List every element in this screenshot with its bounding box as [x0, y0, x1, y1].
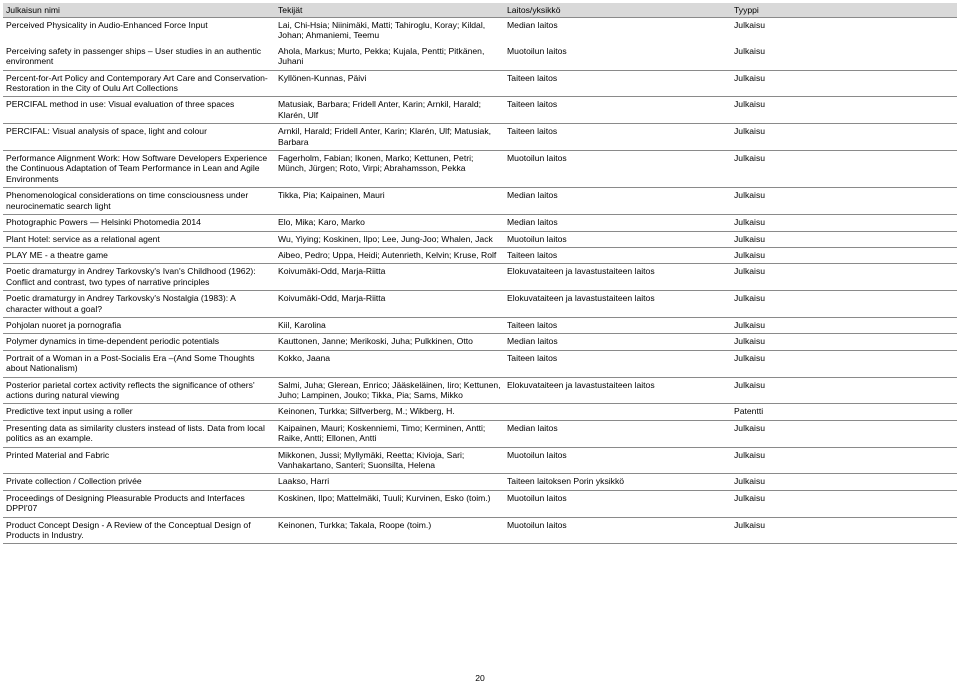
cell-department: Muotoilun laitos [504, 151, 731, 188]
header-row [3, 3, 957, 18]
cell-title: Percent-for-Art Policy and Contemporary Art Care and Conservation-Restoration in the City of Oulu Art Collections [3, 70, 275, 97]
cell-department: Elokuvataiteen ja lavastustaiteen laitos [504, 264, 731, 291]
cell-department: Taiteen laitos [504, 70, 731, 97]
cell-authors: Kyllönen-Kunnas, Päivi [275, 70, 504, 97]
cell-authors: Wu, Yiying; Koskinen, Ilpo; Lee, Jung-Joo; Whalen, Jack [275, 231, 504, 247]
cell-title: Private collection / Collection privée [3, 474, 275, 490]
cell-department: Elokuvataiteen ja lavastustaiteen laitos [504, 291, 731, 318]
table-row [3, 97, 957, 124]
cell-type: Julkaisu [731, 420, 957, 447]
cell-authors: Koivumäki-Odd, Marja-Riitta [275, 291, 504, 318]
cell-authors: Aibeo, Pedro; Uppa, Heidi; Autenrieth, Kelvin; Kruse, Rolf [275, 247, 504, 263]
table-row [3, 247, 957, 263]
table-row [3, 124, 957, 151]
cell-authors: Kauttonen, Janne; Merikoski, Juha; Pulkkinen, Otto [275, 334, 504, 350]
cell-authors: Kaipainen, Mauri; Koskenniemi, Timo; Kerminen, Antti; Raike, Antti; Ellonen, Antti [275, 420, 504, 447]
page [3, 3, 957, 544]
cell-department: Taiteen laitos [504, 124, 731, 151]
table-body [3, 18, 957, 544]
cell-type: Julkaisu [731, 231, 957, 247]
table-header [3, 3, 957, 18]
cell-department: Muotoilun laitos [504, 517, 731, 544]
table-row [3, 18, 957, 44]
table-row [3, 447, 957, 474]
cell-authors: Tikka, Pia; Kaipainen, Mauri [275, 188, 504, 215]
cell-authors: Elo, Mika; Karo, Marko [275, 215, 504, 231]
cell-authors: Matusiak, Barbara; Fridell Anter, Karin; Arnkil, Harald; Klarén, Ulf [275, 97, 504, 124]
cell-title: Pohjolan nuoret ja pornografia [3, 317, 275, 333]
table-row [3, 44, 957, 70]
cell-department: Taiteen laitos [504, 317, 731, 333]
header-type: Tyyppi [731, 3, 957, 18]
cell-authors: Keinonen, Turkka; Silfverberg, M.; Wikberg, H. [275, 404, 504, 420]
table-row [3, 70, 957, 97]
cell-authors: Mikkonen, Jussi; Myllymäki, Reetta; Kivioja, Sari; Vanhakartano, Santeri; Suonsilta, Helena [275, 447, 504, 474]
cell-authors: Arnkil, Harald; Fridell Anter, Karin; Klarén, Ulf; Matusiak, Barbara [275, 124, 504, 151]
table-row [3, 490, 957, 517]
cell-department: Taiteen laitos [504, 350, 731, 377]
cell-authors: Koskinen, Ilpo; Mattelmäki, Tuuli; Kurvinen, Esko (toim.) [275, 490, 504, 517]
cell-type: Julkaisu [731, 377, 957, 404]
cell-title: Poetic dramaturgy in Andrey Tarkovsky's Ivan's Childhood (1962): Conflict and contrast, two types of narrative principles [3, 264, 275, 291]
table-row [3, 317, 957, 333]
cell-title: Predictive text input using a roller [3, 404, 275, 420]
cell-department: Elokuvataiteen ja lavastustaiteen laitos [504, 377, 731, 404]
cell-authors: Laakso, Harri [275, 474, 504, 490]
cell-department: Median laitos [507, 20, 558, 30]
cell-authors: Fagerholm, Fabian; Ikonen, Marko; Kettunen, Petri; Münch, Jürgen; Roto, Virpi; Abrahamsson, Pekka [275, 151, 504, 188]
cell-department: Median laitos [504, 420, 731, 447]
publications-table [3, 3, 957, 544]
cell-authors: Kiil, Karolina [275, 317, 504, 333]
cell-type: Julkaisu [734, 20, 766, 30]
cell-title: Polymer dynamics in time-dependent periodic potentials [3, 334, 275, 350]
header-authors: Tekijät [275, 3, 504, 18]
cell-authors: Salmi, Juha; Glerean, Enrico; Jääskeläinen, Iiro; Kettunen, Juho; Lampinen, Jouko; Tikka, Pia; Sams, Mikko [275, 377, 504, 404]
cell-type: Julkaisu [731, 334, 957, 350]
cell-authors: Lai, Chi-Hsia; Niinimäki, Matti; Tahiroglu, Koray; Kildal, Johan; Ahmaniemi, Teemu [278, 20, 486, 41]
cell-authors: Koivumäki-Odd, Marja-Riitta [275, 264, 504, 291]
cell-title: Phenomenological considerations on time consciousness under neurocinematic search light [3, 188, 275, 215]
cell-department: Muotoilun laitos [504, 447, 731, 474]
cell-department: Taiteen laitos [504, 97, 731, 124]
cell-title: Perceived Physicality in Audio-Enhanced Force Input [6, 20, 208, 30]
cell-title: Perceiving safety in passenger ships – User studies in an authentic environment [3, 44, 275, 70]
table-row [3, 231, 957, 247]
table-row [3, 517, 957, 544]
cell-title: Portrait of a Woman in a Post-Socialis Era –(And Some Thoughts about Nationalism) [3, 350, 275, 377]
cell-title: Product Concept Design - A Review of the Conceptual Design of Products in Industry. [3, 517, 275, 544]
cell-title: Poetic dramaturgy in Andrey Tarkovsky's Nostalgia (1983): A character without a goal? [3, 291, 275, 318]
cell-type: Julkaisu [731, 517, 957, 544]
cell-department: Muotoilun laitos [504, 490, 731, 517]
table-row [3, 377, 957, 404]
cell-title: PERCIFAL: Visual analysis of space, light and colour [3, 124, 275, 151]
cell-type: Julkaisu [731, 188, 957, 215]
table-row [3, 420, 957, 447]
cell-type: Julkaisu [731, 44, 957, 70]
cell-type: Julkaisu [731, 317, 957, 333]
cell-title: PLAY ME - a theatre game [3, 247, 275, 263]
cell-type: Julkaisu [731, 447, 957, 474]
cell-title: Photographic Powers — Helsinki Photomedia 2014 [3, 215, 275, 231]
table-row [3, 291, 957, 318]
cell-department: Median laitos [504, 334, 731, 350]
cell-type: Julkaisu [731, 151, 957, 188]
table-row [3, 350, 957, 377]
table-row [3, 404, 957, 420]
cell-department: Muotoilun laitos [504, 44, 731, 70]
cell-type: Julkaisu [731, 264, 957, 291]
cell-authors: Kokko, Jaana [275, 350, 504, 377]
table-row [3, 151, 957, 188]
cell-department: Taiteen laitos [504, 247, 731, 263]
cell-department: Median laitos [504, 215, 731, 231]
table-row [3, 188, 957, 215]
cell-type: Julkaisu [731, 350, 957, 377]
cell-type: Julkaisu [731, 215, 957, 231]
cell-type: Julkaisu [731, 247, 957, 263]
cell-title: Printed Material and Fabric [3, 447, 275, 474]
cell-authors: Keinonen, Turkka; Takala, Roope (toim.) [275, 517, 504, 544]
cell-type: Julkaisu [731, 490, 957, 517]
page-number: 20 [475, 673, 485, 683]
table-row [3, 215, 957, 231]
cell-type: Julkaisu [731, 124, 957, 151]
cell-type: Julkaisu [731, 97, 957, 124]
cell-title: PERCIFAL method in use: Visual evaluation of three spaces [3, 97, 275, 124]
cell-type: Julkaisu [731, 474, 957, 490]
cell-type: Patentti [731, 404, 957, 420]
cell-title: Posterior parietal cortex activity reflects the significance of others' actions during natural viewing [3, 377, 275, 404]
cell-department: Taiteen laitoksen Porin yksikkö [504, 474, 731, 490]
cell-department [504, 404, 731, 420]
cell-title: Presenting data as similarity clusters instead of lists. Data from local politics as an example. [3, 420, 275, 447]
cell-authors: Ahola, Markus; Murto, Pekka; Kujala, Pentti; Pitkänen, Juhani [275, 44, 504, 70]
cell-type: Julkaisu [731, 70, 957, 97]
table-row [3, 264, 957, 291]
cell-department: Median laitos [504, 188, 731, 215]
cell-type: Julkaisu [731, 291, 957, 318]
cell-title: Proceedings of Designing Pleasurable Products and Interfaces DPPI'07 [3, 490, 275, 517]
header-department: Laitos/yksikkö [504, 3, 731, 18]
cell-department: Muotoilun laitos [504, 231, 731, 247]
table-row [3, 334, 957, 350]
cell-title: Performance Alignment Work: How Software Developers Experience the Continuous Adaptation of Team Performance in Lean and Agile Environments [3, 151, 275, 188]
cell-title: Plant Hotel: service as a relational agent [3, 231, 275, 247]
header-title: Julkaisun nimi [3, 3, 275, 18]
table-row [3, 474, 957, 490]
